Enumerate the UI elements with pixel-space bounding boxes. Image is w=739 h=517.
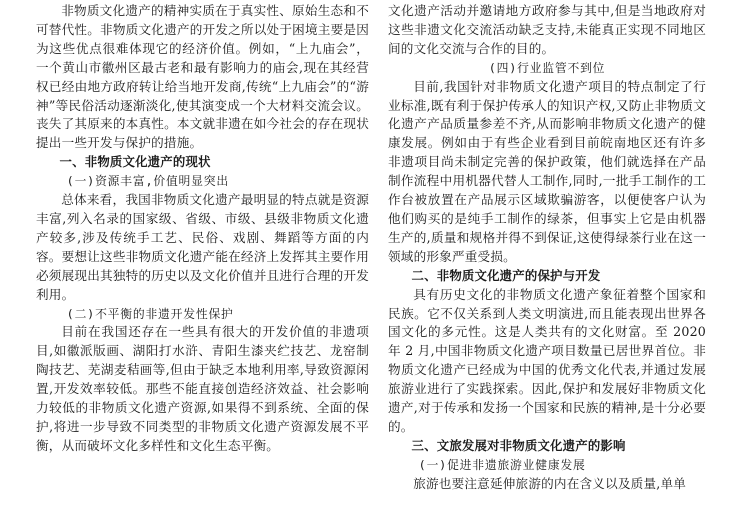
section-heading-impact: 三、文旅发展对非物质文化遗产的影响 [411, 437, 626, 453]
resources-paragraph: 总体来看，我国非物质文化遗产最明显的特点就是资源丰富,列入名录的国家级、省级、市级、县级非物质文化遗产较多,涉及传统手工艺、民俗、戏剧、舞蹈等方面的内容。要想让这些非物质文化遗产能在经济上发挥其主要作用必须展现出其独特的历史以及文化价值并且进行合理的开发利用。 [36, 192, 369, 302]
subsection-heading-tourism: (一)促进非遗旅游业健康发展 [418, 457, 586, 472]
continued-paragraph: 文化遗产活动并邀请地方政府参与其中,但是当地政府对这些非遗文化交流活动缺乏支持,未能真正实现不同地区间的文化交流与合作的目的。 [388, 3, 706, 56]
unbalanced-paragraph: 目前在我国还存在一些具有很大的开发价值的非遗项目,如徽派版画、湖阳打水浒、青阳生漆夹纻技艺、龙窑制陶技艺、芜湖麦秸画等,但由于缺乏本地利用率,导致资源闲置,开发效率较低。那些不能直接创造经济效益、社会影响力较低的非物质文化遗产资源,如果得不到系统、全面的保护,将进一步导致不同类型的非物质文化遗产资源发展不平衡，从而破坏文化多样性和文化生态平衡。 [36, 324, 369, 453]
protection-paragraph: 具有历史文化的非物质文化遗产象征着整个国家和民族。它不仅关系到人类文明演进,而且能表现出世界各国文化的多元性。这是人类共有的文化财富。至 2020 年 2 月,中国非物质文化遗产项目数量已居世界首位。非物质文化遗产已经成为中国的优秀文化代表,并通过发展旅游业进行了实践探索。因此,保护和发展好非物质文化遗产,对于传承和发扬一个国家和民族的精神,是十分必要的。 [388, 286, 706, 434]
subsection-heading-rich-resources: (一)资源丰富,价值明显突出 [66, 174, 229, 189]
subsection-heading-unbalanced: (二)不平衡的非遗开发性保护 [66, 306, 234, 321]
section-heading-protection: 二、非物质文化遗产的保护与开发 [411, 267, 601, 283]
tourism-paragraph: 旅游也要注意延伸旅游的内在含义以及质量,单单 [413, 475, 687, 491]
subsection-heading-supervision: (四)行业监管不到位 [488, 60, 606, 75]
left-column [36, 2, 369, 456]
intro-paragraph: 非物质文化遗产的精神实质在于真实性、原始生态和不可替代性。非物质文化遗产的开发之所以处于困境主要是因为这些优点很难体现它的经济价值。例如，“上九庙会”，一个黄山市徽州区最古老和最有影响力的庙会,现在其经营权已经由地方政府转让给当地开发商,传统“上九庙会”的“游神”等民俗活动逐渐淡化,使其演变成一个大材料交流会议。丧失了其原来的本真性。本文就非遗在如今社会的存在现状提出一些开发与保护的措施。 [36, 3, 369, 151]
section-heading-status: 一、非物质文化遗产的现状 [59, 154, 211, 170]
supervision-paragraph: 目前,我国针对非物质文化遗产项目的特点制定了行业标准,既有利于保护传承人的知识产权,又防止非物质文化遗产产品质量参差不齐,从而影响非物质文化遗产的健康发展。例如由于有些企业看到目前皖南地区还有许多非遗项目尚未制定完善的保护政策，他们就选择在产品制作流程中用机器代替人工制作,同时,一批手工制作的工作台被放置在产品展示区域欺骗游客，以便使客户认为他们购买的是纯手工制作的绿茶，但事实上它是由机器生产的,质量和规格并得不到保证,这使得绿茶行业在这一领域的形象严重受损。 [388, 78, 706, 264]
right-column [388, 2, 706, 494]
